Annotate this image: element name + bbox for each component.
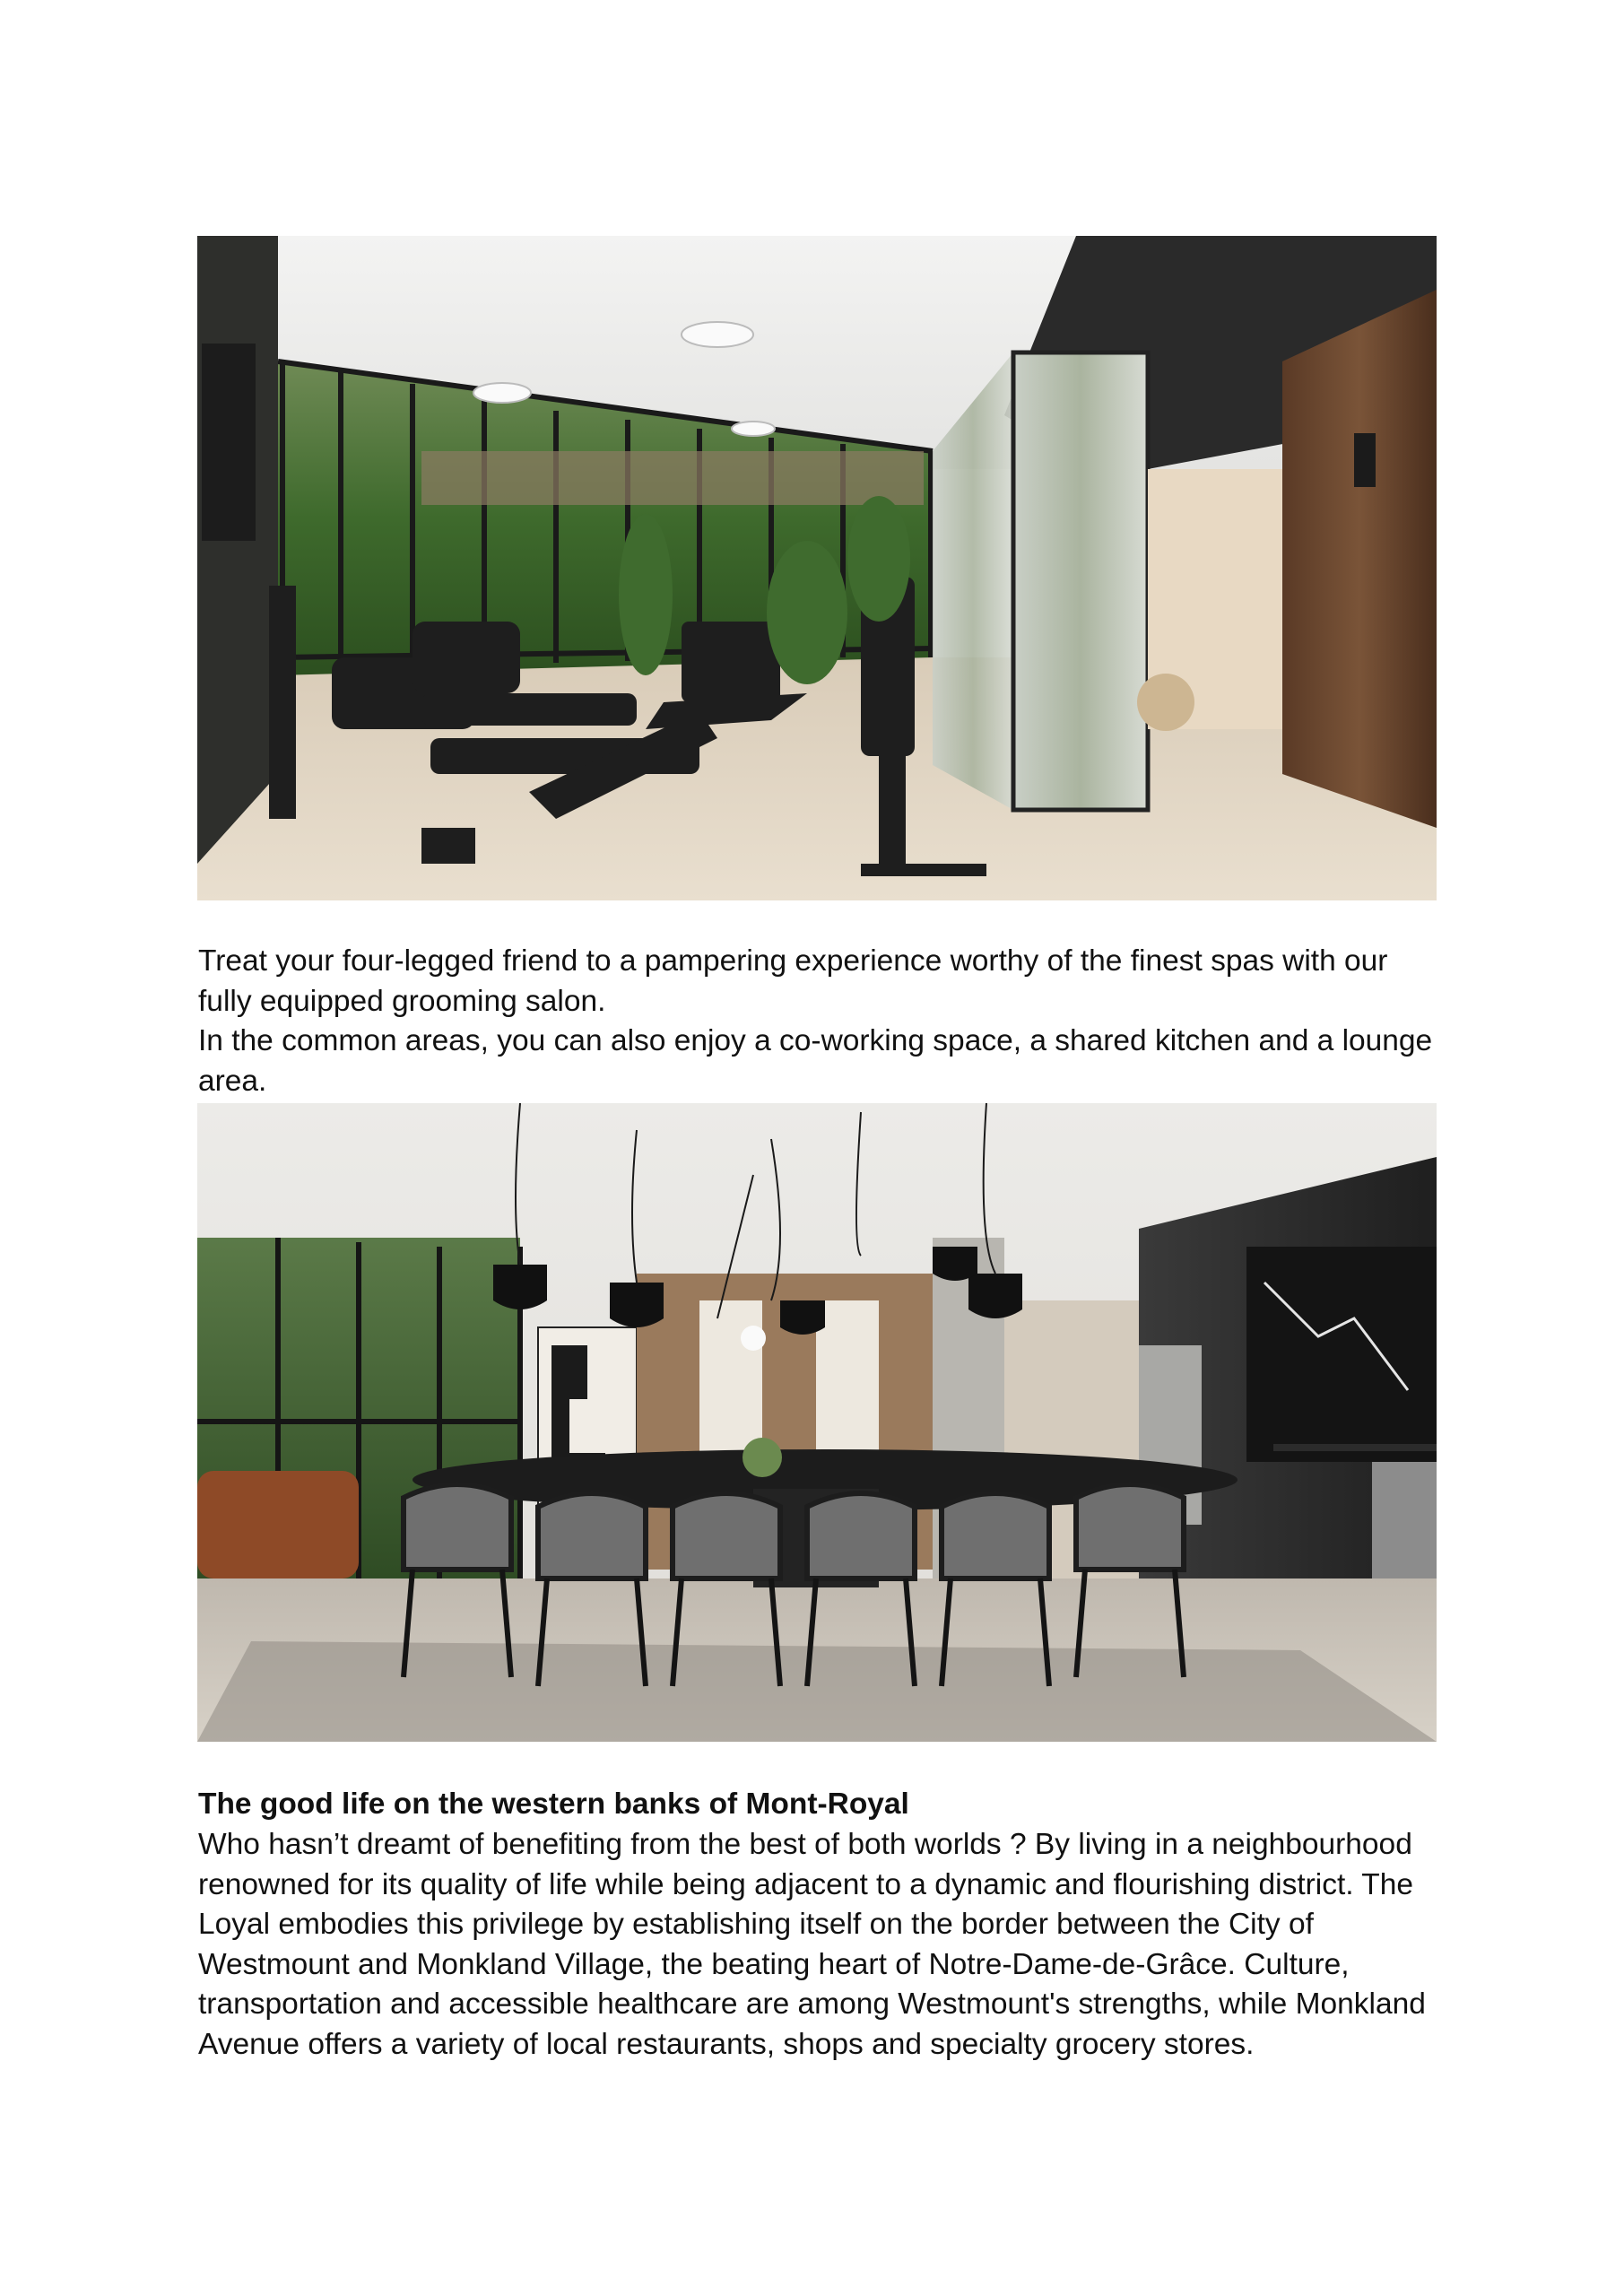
lounge-dining-photo: [197, 1103, 1437, 1742]
fitness-room-photo: [197, 236, 1437, 900]
common-areas-paragraph: In the common areas, you can also enjoy a co-working space, a shared kitchen and a lounge area.: [198, 1024, 1433, 1098]
goodlife-paragraph: Who hasn’t dreamt of benefiting from the best of both worlds ? By living in a neighbourhood renowned for its quality of life while being adjacent to a dynamic and flourishing district. The Loyal embodies this privilege by establishing itself on the border between the City of Westmount and Monkland Village, the beating heart of Notre-Dame-de-Grâce. Culture, transportation and accessible healthcare are among Westmount's strengths, while Monkland Avenue offers a variety of local restaurants, shops and specialty grocery stores.: [198, 1828, 1426, 2061]
grooming-paragraph: Treat your four-legged friend to a pampering experience worthy of the finest spas with our fully equipped grooming salon.: [198, 944, 1388, 1018]
section-heading: The good life on the western banks of Mont-Royal: [198, 1787, 909, 1821]
